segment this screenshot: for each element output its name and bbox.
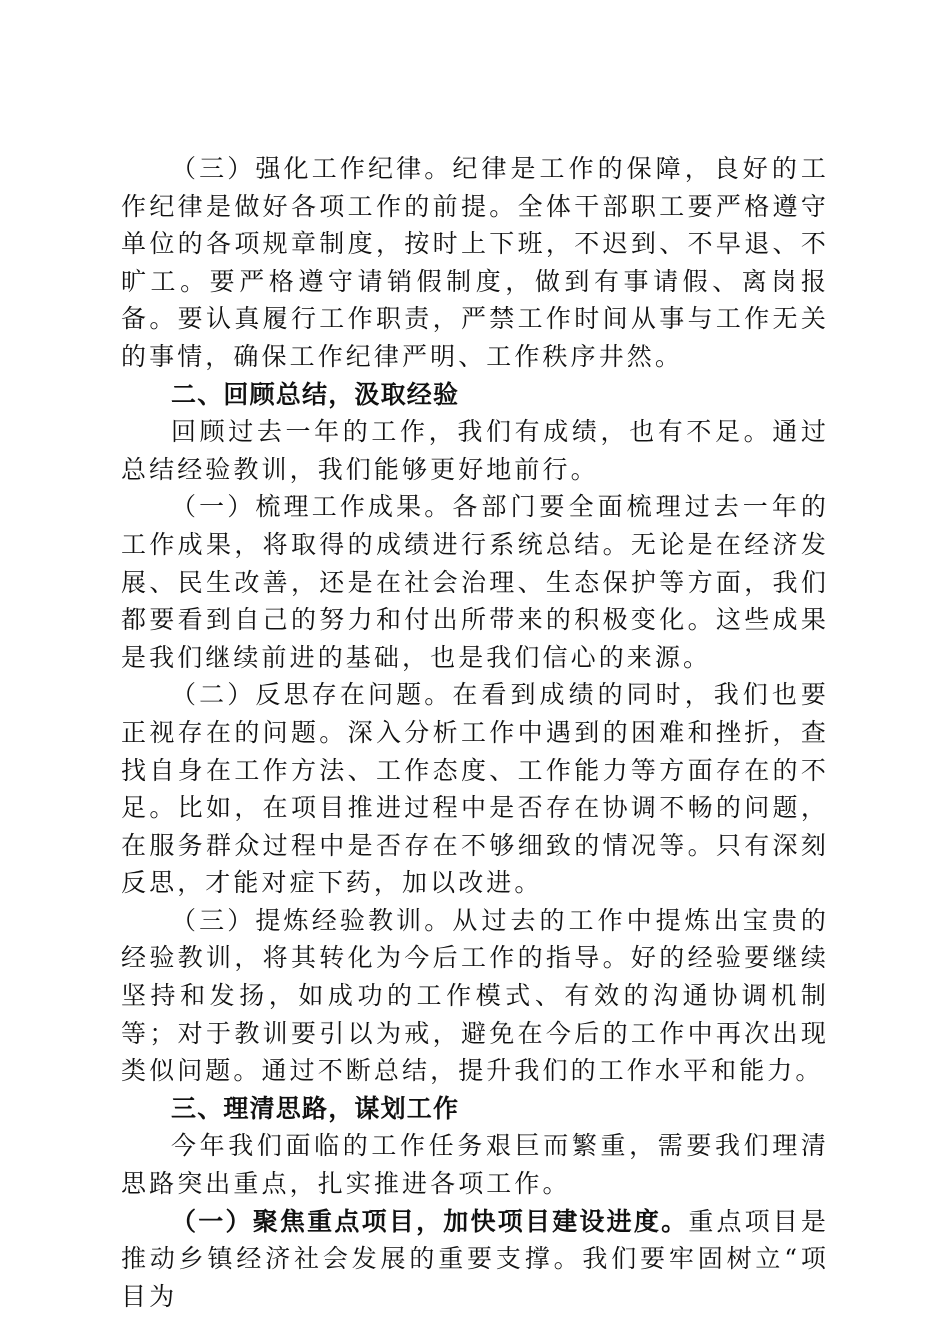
paragraph-text: 从过去的工作中提炼出宝贵的经验教训，将其转化为今后工作的指导。好的经验要继续坚持和发扬，如成功的工作模式、有效的沟通协调机制等；对于教训要引以为戒，避免在今后的工作中再次出现类似问题。通过不断总结，提升我们的工作水平和能力。 bbox=[121, 905, 829, 1086]
paragraph-text: 今年我们面临的工作任务艰巨而繁重，需要我们理清思路突出重点，扎实推进各项工作。 bbox=[121, 1131, 829, 1199]
paragraph-lead-title: （一）梳理工作成果。 bbox=[171, 492, 453, 522]
paragraph-text: 纪律是工作的保障，良好的工作纪律是做好各项工作的前提。全体干部职工要严格遵守单位的各项规章制度，按时上下班，不迟到、不早退、不旷工。要严格遵守请销假制度，做到有事请假、离岗报备。要认真履行工作职责，严禁工作时间从事与工作无关的事情，确保工作纪律严明、工作秩序井然。 bbox=[121, 154, 829, 371]
paragraph-review-intro bbox=[121, 413, 829, 488]
document-body bbox=[121, 150, 829, 1315]
paragraph-lead-title: （一）聚焦重点项目，加快项目建设进度。 bbox=[171, 1206, 689, 1236]
paragraph-lead-title: （二）反思存在问题。 bbox=[171, 680, 453, 710]
paragraph-text: 各部门要全面梳理过去一年的工作成果，将取得的成绩进行系统总结。无论是在经济发展、民生改善，还是在社会治理、生态保护等方面，我们都要看到自己的努力和付出所带来的积极变化。这些成果是我们继续前进的基础，也是我们信心的来源。 bbox=[121, 492, 829, 672]
paragraph-text: 回顾过去一年的工作，我们有成绩，也有不足。通过总结经验教训，我们能够更好地前行。 bbox=[121, 417, 829, 484]
paragraph-results bbox=[121, 488, 829, 676]
paragraph-problems bbox=[121, 676, 829, 902]
paragraph-planning-intro bbox=[121, 1127, 829, 1202]
paragraph-lead-title: （三）强化工作纪律。 bbox=[171, 154, 453, 183]
paragraph-discipline bbox=[121, 150, 829, 376]
paragraph-text: 重点项目是推动乡镇经济社会发展的重要支撑。我们要牢固树立“项目为 bbox=[121, 1206, 829, 1311]
section-heading-planning: 三、理清思路，谋划工作 bbox=[171, 1093, 460, 1123]
paragraph-text: 在看到成绩的同时，我们也要正视存在的问题。深入分析工作中遇到的困难和挫折，查找自身在工作方法、工作态度、工作能力等方面存在的不足。比如，在项目推进过程中是否存在协调不畅的问题，在服务群众过程中是否存在不够细致的情况等。只有深刻反思，才能对症下药，加以改进。 bbox=[121, 680, 829, 898]
paragraph-key-projects bbox=[121, 1203, 829, 1316]
section-heading-review: 二、回顾总结，汲取经验 bbox=[171, 379, 460, 409]
paragraph-lead-title: （三）提炼经验教训。 bbox=[171, 905, 453, 935]
paragraph-lessons bbox=[121, 902, 829, 1090]
